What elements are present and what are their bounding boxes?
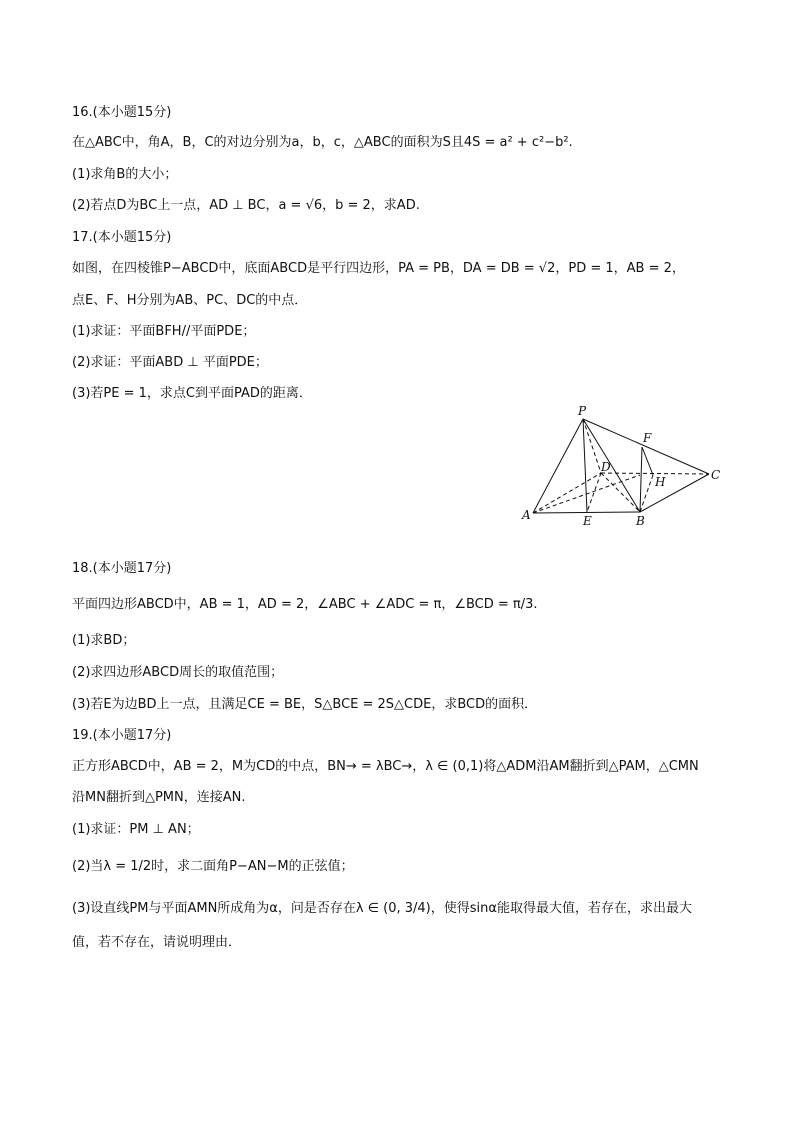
label-h: H xyxy=(655,475,666,489)
problem-17-line-1: 如图，在四棱锥P−ABCD中，底面ABCD是平行四边形，PA = PB，DA = DB = √2，PD = 1，AB = 2， xyxy=(72,261,685,276)
problem-16-line-3: (2)若点D为BC上一点，AD ⊥ BC，a = √6，b = 2，求AD. xyxy=(72,198,420,213)
problem-18-line-3: (2)求四边形ABCD周长的取值范围； xyxy=(72,665,284,680)
segment-pe xyxy=(583,419,587,512)
problem-17-line-5: (3)若PE = 1，求点C到平面PAD的距离． xyxy=(72,386,312,401)
problem-18-line-4: (3)若E为边BD上一点，且满足CE = BE，S△BCE = 2S△CDE，求BCD的面积． xyxy=(72,697,538,712)
segment-fb xyxy=(640,447,642,512)
problem-19-header: 19.(本小题17分) xyxy=(72,728,172,743)
label-b: B xyxy=(636,514,645,528)
label-e: E xyxy=(583,514,592,528)
segment-db xyxy=(601,473,640,512)
problem-18-line-2: (1)求BD； xyxy=(72,633,136,648)
problem-17-line-4: (2)求证：平面ABD ⊥ 平面PDE； xyxy=(72,355,268,370)
problem-16-line-1: 在△ABC中，角A，B，C的对边分别为a，b，c，△ABC的面积为S且4S = a² + c²−b². xyxy=(72,135,573,150)
problem-19-line-5: (3)设直线PM与平面AMN所成角为α，问是否存在λ ∈ (0, 3/4)，使得sinα能取得最大值，若存在，求出最大 xyxy=(72,901,692,916)
problem-19-line-3: (1)求证：PM ⊥ AN； xyxy=(72,822,200,837)
problem-17-line-2: 点E、F、H分别为AB、PC、DC的中点． xyxy=(72,293,308,308)
label-d: D xyxy=(601,460,611,474)
problem-17-line-3: (1)求证：平面BFH//平面PDE； xyxy=(72,324,256,339)
problem-16-header: 16.(本小题15分) xyxy=(72,105,172,120)
edge-pb xyxy=(583,419,640,512)
label-f: F xyxy=(643,431,652,445)
segment-de xyxy=(587,473,601,512)
edge-pa xyxy=(533,419,583,513)
problem-16-line-2: (1)求角B的大小； xyxy=(72,167,178,182)
edge-pd xyxy=(583,419,601,473)
problem-17-header: 17.(本小题15分) xyxy=(72,230,172,245)
problem-18-header: 18.(本小题17分) xyxy=(72,561,172,576)
problem-18-line-1: 平面四边形ABCD中，AB = 1，AD = 2，∠ABC + ∠ADC = π，∠BCD = π/3. xyxy=(72,597,538,612)
segment-fh xyxy=(642,447,653,475)
label-p: P xyxy=(578,404,587,418)
edge-bc xyxy=(640,474,709,512)
label-c: C xyxy=(711,468,721,482)
label-a: A xyxy=(522,508,531,522)
problem-19-line-6: 值，若不存在，请说明理由． xyxy=(72,935,242,950)
edge-ab xyxy=(533,512,640,513)
problem-19-line-2: 沿MN翻折到△PMN，连接AN. xyxy=(72,790,246,805)
problem-19-line-4: (2)当λ = 1/2时，求二面角P−AN−M的正弦值； xyxy=(72,859,354,874)
problem-19-line-1: 正方形ABCD中，AB = 2，M为CD的中点，BN→ = λBC→，λ ∈ (0,1)将△ADM沿AM翻折到△PAM，△CMN xyxy=(72,759,699,774)
pyramid-figure xyxy=(515,400,725,530)
